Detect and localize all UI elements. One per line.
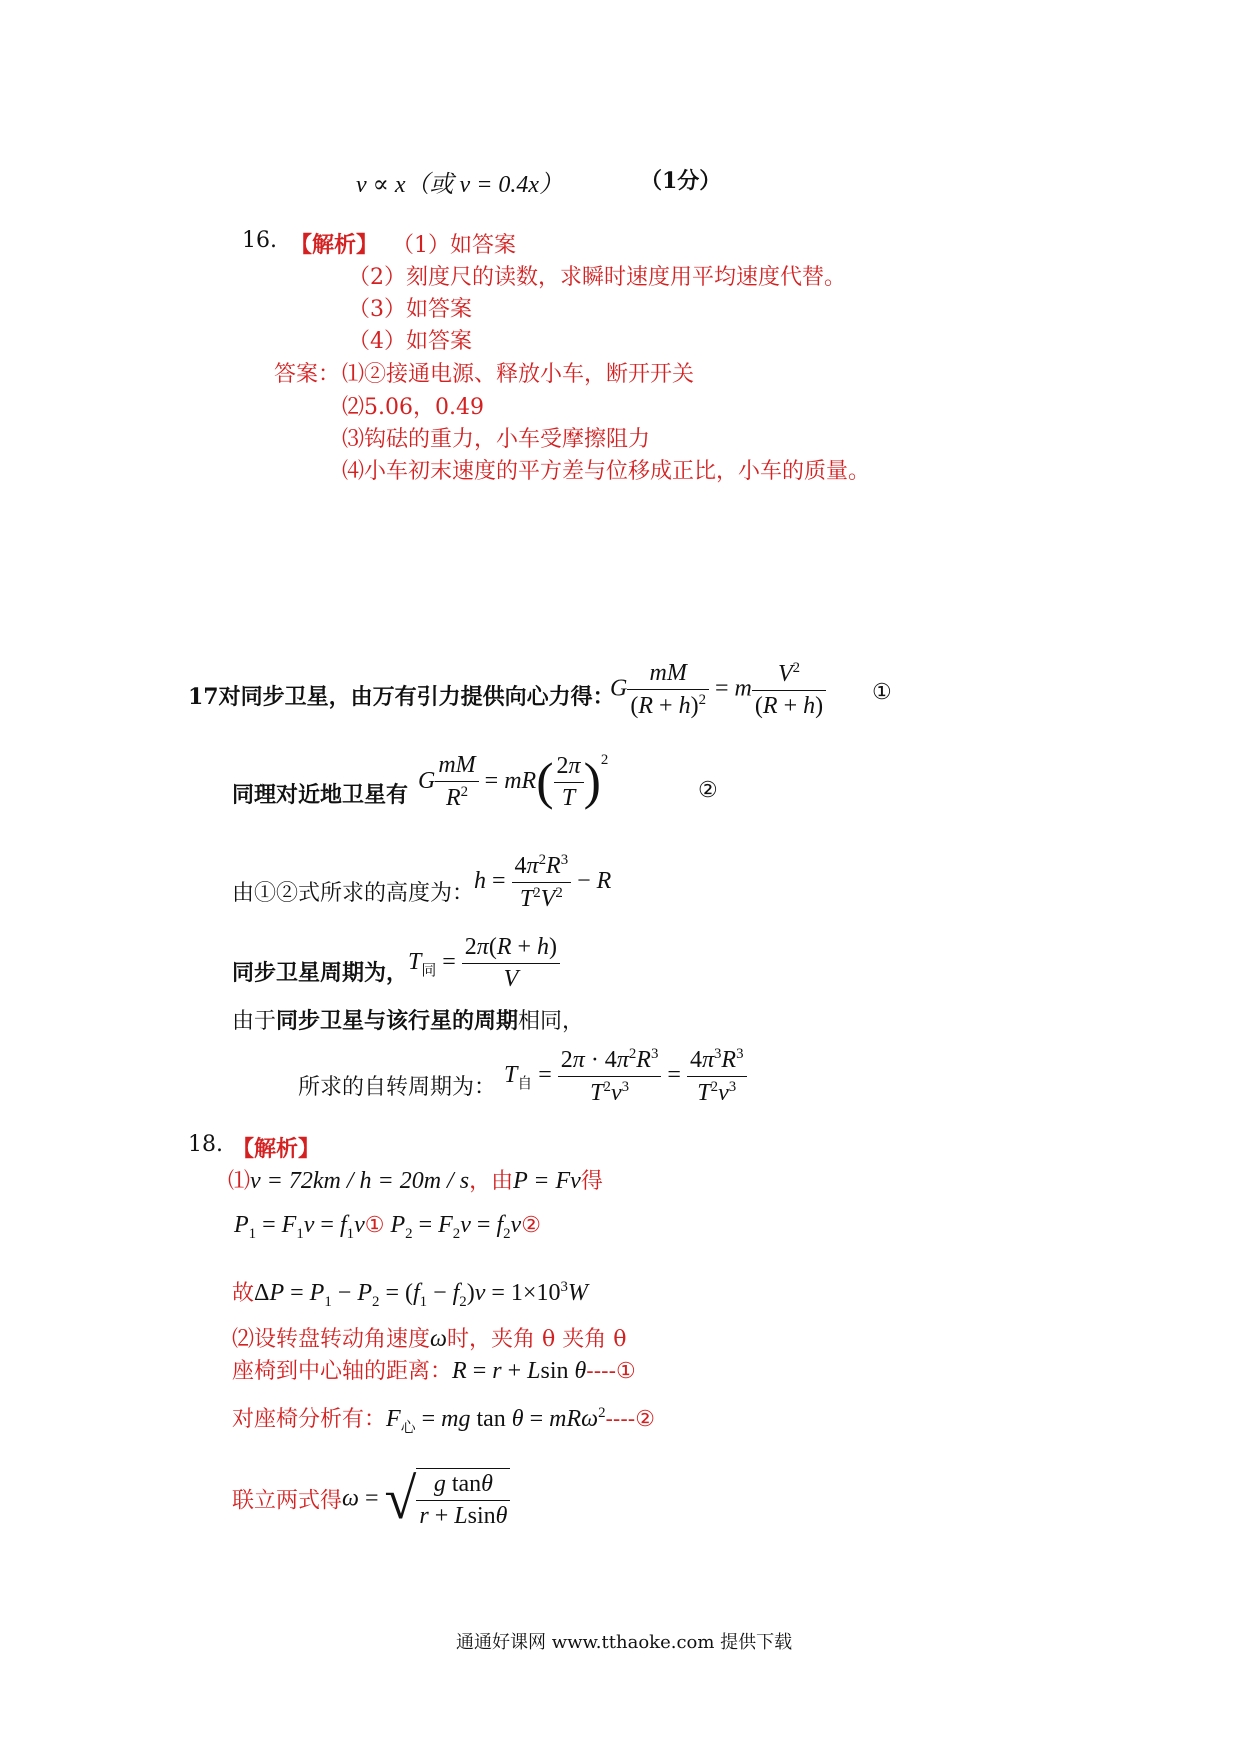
q18-line1-e: 得 — [580, 1169, 603, 1194]
q18-mark-1: ① — [364, 1212, 385, 1237]
q18-line5-text: 座椅到中心轴的距离： — [232, 1359, 453, 1384]
q18-line6-text: 对座椅分析有： — [232, 1407, 387, 1432]
q18-tag: 【解析】 — [232, 1136, 321, 1162]
sqrt-symbol: √ $\frac{\text{g tanθ}}{r + Lsin\theta}$ — [385, 1468, 511, 1530]
q18-line1-d: P = Fv — [513, 1168, 581, 1194]
top-score: （1分） — [640, 168, 722, 194]
q17-line5-a: 由于 — [232, 1009, 277, 1034]
q16-item-4: （4）如答案 — [348, 329, 472, 354]
q17-line2-text: 同理对近地卫星有 — [232, 782, 409, 808]
q16-number: 16. — [242, 228, 277, 253]
q17-eq1: G $\frac{mM}{(R + h)^2}$ = m $\frac{V^2}{(R + h)}$ — [610, 660, 826, 720]
q18-line1-a: ⑴ — [228, 1169, 251, 1194]
q17-sub-tong: 同 — [421, 962, 437, 979]
q18-number: 18. — [188, 1132, 223, 1157]
q16-answer-3: ⑶钩砝的重力，小车受摩擦阻力 — [342, 427, 651, 452]
q16-tag: 【解析】 — [290, 232, 379, 258]
q16-item-2: （2）刻度尺的读数，求瞬时速度用平均速度代替。 — [348, 265, 846, 290]
q17-mark-2: ② — [698, 778, 718, 803]
footer-text: 通通好课网 www.tthaoke.com 提供下载 — [456, 1632, 793, 1653]
q18-line5: 座椅到中心轴的距离：R = r + Lsin θ----① — [232, 1358, 636, 1384]
q16-answer-label: 答案： — [274, 362, 341, 387]
q18-line7: 联立两式得ω = √ $\frac{\text{g tanθ}}{r + Lsin\theta}$ — [232, 1468, 510, 1530]
q17-sub-zi: 自 — [517, 1075, 533, 1092]
q16-answer-4: ⑷小车初末速度的平方差与位移成正比，小车的质量。 — [342, 459, 871, 484]
q18-line6: 对座椅分析有：$F_心$ = mg tan θ = mRω$^2$----② — [232, 1405, 655, 1436]
q18-line3-a: 故 — [232, 1281, 255, 1306]
q16-answer-1: ⑴②接通电源、释放小车，断开开关 — [342, 362, 695, 387]
q18-line1-c: ，由 — [469, 1169, 514, 1194]
q18-mark-2: ② — [521, 1212, 541, 1237]
q18-line4: ⑵设转盘转动角速度ω时，夹角 θ 夹角 θ — [232, 1326, 627, 1352]
q16-item-1: （1）如答案 — [392, 233, 516, 258]
q17-line5-c: 相同， — [518, 1009, 585, 1034]
q18-sub-xin: 心 — [400, 1419, 416, 1436]
q18-line4-text: ⑵设转盘转动角速度 — [232, 1327, 431, 1352]
q18-line6-mark: ----② — [605, 1407, 655, 1432]
q16-item-3: （3）如答案 — [348, 297, 472, 322]
q17-eq6: $T_自$ = $\frac{2\pi \cdot 4\pi^2R^3}{T^2v^3}$ = $\frac{4\pi^3R^3}{T^2v^3}$ — [504, 1046, 747, 1107]
q17-eq3: h = $\frac{4\pi^2R^3}{T^2V^2}$ − R — [474, 852, 612, 912]
q17-line1 — [188, 680, 615, 711]
top-formula: v ∝ x（或 v = 0.4x） — [356, 172, 564, 198]
q17-eq2: G $\frac{mM}{R^2}$ = mR( $\frac{2\pi}{T}$ )$^2$ — [418, 752, 609, 812]
q17-line5-b: 同步卫星与该行星的周期 — [276, 1008, 519, 1034]
q17-line3-text: 由①②式所求的高度为： — [232, 881, 475, 906]
q18-line3: 故$\Delta P = P_1 - P_2 = (f_1 - f_2)v = 1\times 10^3W$ — [232, 1279, 588, 1310]
q17-number: 17 — [188, 684, 219, 710]
q18-line1 — [228, 1164, 603, 1195]
q17-line6-text: 所求的自转周期为： — [298, 1075, 497, 1100]
q17-eq4: $T_同$ = $\frac{2\pi(R + h)}{V}$ — [408, 934, 560, 993]
q18-line1-b: v = 72km / h = 20m / s — [250, 1168, 470, 1194]
q17-mark-1: ① — [872, 680, 892, 705]
q17-line1-text: 对同步卫星，由万有引力提供向心力得： — [218, 684, 615, 710]
q18-line2: $P_1 = F_1v$ = $f_1v①$ $P_2 = F_2v$ = $f_2v②$ — [234, 1212, 541, 1242]
q18-line4-b: 时，夹角 θ 夹角 θ — [446, 1327, 627, 1352]
q18-line7-text: 联立两式得 — [232, 1488, 343, 1514]
q17-line4-text: 同步卫星周期为， — [232, 960, 409, 986]
q17-line5 — [232, 1004, 584, 1035]
q18-line5-mark: ----① — [586, 1359, 636, 1384]
q16-answer-2: ⑵5.06，0.49 — [342, 395, 484, 420]
